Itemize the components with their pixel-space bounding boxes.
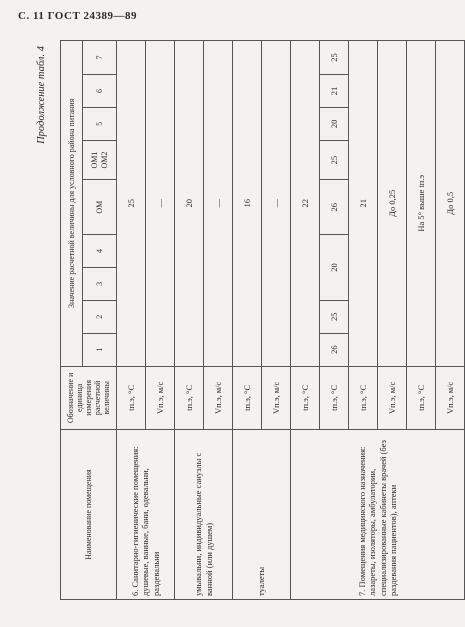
value-cell: 26 [320, 180, 349, 235]
symbol-cell: tп.э, °С [320, 366, 349, 430]
symbol-cell: Vп.э, м/с [378, 366, 407, 430]
col-header-symbol: Обозначение и единица измерения расчетной величины [61, 366, 117, 430]
col-header-name: Наименование помещения [61, 430, 117, 600]
value-cell: 25 [320, 41, 349, 75]
table-caption: Продолжение табл. 4 [36, 46, 47, 144]
value-cell: — [204, 41, 233, 367]
table-row [233, 41, 262, 600]
district-1: 1 [83, 333, 117, 366]
value-cell: 20 [320, 235, 349, 301]
district-6: 6 [83, 75, 117, 108]
symbol-cell: tп.э, °С [175, 366, 204, 430]
value-cell: До 0,5 [436, 41, 465, 367]
value-cell: 22 [291, 41, 320, 367]
group-name: лазареты, изоляторы, амбулатории, специализированные кабинеты врачей (без раздевания пациентов), аптеки [367, 440, 398, 596]
value-cell: — [262, 41, 291, 367]
section-6-group-2: умывальни, индивидуальные санузлы с ванной (или душем) [175, 430, 233, 600]
district-3: 3 [83, 267, 117, 300]
section-6-group-1 [117, 430, 175, 600]
symbol-cell: tп.э, °С [117, 366, 146, 430]
symbol-cell: Vп.э, м/с [204, 366, 233, 430]
symbol-cell: tп.э, °С [407, 366, 436, 430]
district-7: 7 [83, 41, 117, 75]
symbol-cell: Vп.э, м/с [436, 366, 465, 430]
section-title: 6. Санитарно-гигиенические помещения: [130, 446, 141, 596]
value-cell: 25 [117, 41, 146, 367]
value-cell: 25 [320, 300, 349, 333]
value-cell: 16 [233, 41, 262, 367]
district-2: 2 [83, 300, 117, 333]
symbol-cell: Vп.э, м/с [146, 366, 175, 430]
district-om: ОМ [83, 180, 117, 235]
value-cell: 20 [175, 41, 204, 367]
value-cell: 25 [320, 140, 349, 179]
table-row [291, 41, 320, 600]
value-cell: На 5° выше tп.э [407, 41, 436, 367]
col-header-values: Значение расчетной величины для условного района питания [61, 41, 83, 367]
value-cell: До 0,25 [378, 41, 407, 367]
district-5: 5 [83, 107, 117, 140]
section-title: 7. Помещения медицинского назначения: [357, 446, 368, 596]
value-cell: 21 [320, 75, 349, 108]
table-row [175, 41, 204, 600]
rotated-table-area [36, 40, 455, 600]
symbol-cell: tп.э, °С [291, 366, 320, 430]
value-cell: 21 [349, 41, 378, 367]
district-om1-om2: ОМ1 ОМ2 [83, 140, 117, 179]
section-7-group-1 [291, 430, 465, 600]
table-row [117, 41, 146, 600]
value-cell: 20 [320, 107, 349, 140]
value-cell: — [146, 41, 175, 367]
data-table [60, 40, 465, 600]
section-6-group-3: туалеты [233, 430, 291, 600]
symbol-cell: tп.э, °С [349, 366, 378, 430]
symbol-cell: Vп.э, м/с [262, 366, 291, 430]
district-4: 4 [83, 235, 117, 268]
symbol-cell: tп.э, °С [233, 366, 262, 430]
page-header: С. 11 ГОСТ 24389—89 [18, 10, 138, 22]
group-name: душевые, ванные, бани, одевальни, раздевальни [140, 468, 161, 596]
value-cell: 26 [320, 333, 349, 366]
